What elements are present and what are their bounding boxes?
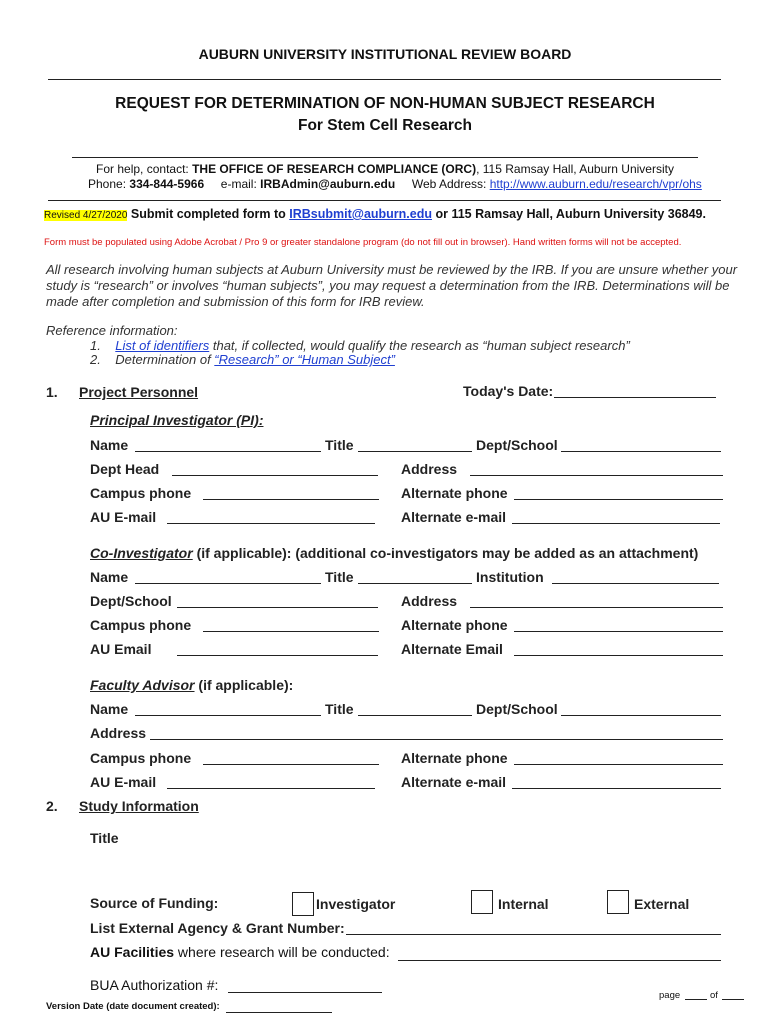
pi-heading: Principal Investigator (PI): [90, 412, 264, 428]
section2-title: Study Information [79, 798, 199, 814]
coi-dept-label: Dept/School [90, 593, 172, 609]
intro-line-3: made after completion and submission of this form for IRB review. [46, 294, 425, 309]
section1-number: 1. [46, 384, 58, 400]
section2-number: 2. [46, 798, 58, 814]
pi-dept-label: Dept/School [476, 437, 558, 453]
reference-num-1: 1. [90, 338, 101, 353]
phone-number: 334-844-5966 [129, 177, 205, 191]
facilities-label [90, 944, 390, 960]
subtitle-rule [72, 157, 698, 158]
help-prefix: For help, contact: [96, 162, 189, 176]
notice-text: Form must be populated using Adobe Acrobat / Pro 9 or greater standalone program (do not fill out in browser). Hand written forms will not be accepted. [44, 237, 682, 248]
fa-title-label: Title [325, 701, 354, 717]
pi-address-field[interactable] [470, 475, 723, 476]
reference-num-2: 2. [90, 352, 101, 367]
coi-heading-note: (if applicable): (additional co-investigators may be added as an attachment) [192, 545, 699, 561]
study-title-label: Title [90, 830, 119, 846]
external-checkbox[interactable] [607, 890, 629, 914]
pi-dept-field[interactable] [561, 451, 721, 452]
pi-name-field[interactable] [135, 451, 321, 452]
coi-heading-title: Co-Investigator [90, 545, 193, 561]
office-name: THE OFFICE OF RESEARCH COMPLIANCE (ORC) [192, 162, 477, 176]
facilities-field[interactable] [398, 960, 721, 961]
coi-name-label: Name [90, 569, 129, 585]
fa-alt-phone-field[interactable] [514, 764, 723, 765]
agency-label: List External Agency & Grant Number: [90, 920, 345, 936]
office-address: , 115 Ramsay Hall, Auburn University [476, 162, 674, 176]
pi-title-field[interactable] [358, 451, 472, 452]
bua-field[interactable] [228, 992, 382, 993]
email-label: e-mail: [220, 177, 257, 191]
board-heading: AUBURN UNIVERSITY INSTITUTIONAL REVIEW BOARD [198, 46, 572, 62]
todays-date-label: Today's Date: [463, 383, 554, 399]
fa-name-field[interactable] [135, 715, 321, 716]
fa-alt-email-label: Alternate e-mail [401, 774, 507, 790]
fa-address-label: Address [90, 725, 147, 741]
pi-alt-email-field[interactable] [512, 523, 720, 524]
page-number-field[interactable] [685, 999, 707, 1000]
facilities-label-bold: AU Facilities [90, 944, 175, 960]
investigator-checkbox[interactable] [292, 892, 314, 916]
fa-campus-phone-label: Campus phone [90, 750, 192, 766]
identifiers-link[interactable]: List of identifiers [115, 338, 210, 353]
submit-email-link[interactable]: IRBsubmit@auburn.edu [289, 207, 432, 221]
page-total-field[interactable] [722, 999, 744, 1000]
investigator-option-label: Investigator [316, 896, 396, 912]
submit-address: or 115 Ramsay Hall, Auburn University 36849. [435, 207, 706, 221]
research-human-subject-link[interactable]: “Research” or “Human Subject” [214, 352, 395, 367]
internal-option-label: Internal [498, 896, 549, 912]
admin-email: IRBAdmin@auburn.edu [260, 177, 396, 191]
version-date-label: Version Date (date document created): [46, 1001, 220, 1012]
coi-heading [90, 545, 698, 561]
page-of-label: of [710, 990, 718, 1001]
reference-label: Reference information: [46, 323, 178, 338]
pi-alt-email-label: Alternate e-mail [401, 509, 507, 525]
coi-institution-label: Institution [476, 569, 544, 585]
pi-dept-head-label: Dept Head [90, 461, 160, 477]
intro-line-2: study is “research” or involves “human subjects”, you may request a determination from the IRB. Determinations will be [46, 278, 730, 293]
phone-label: Phone: [88, 177, 127, 191]
coi-name-field[interactable] [135, 583, 321, 584]
external-option-label: External [634, 896, 690, 912]
fa-email-field[interactable] [167, 788, 375, 789]
coi-email-field[interactable] [177, 655, 378, 656]
coi-dept-field[interactable] [177, 607, 378, 608]
facilities-label-rest: where research will be conducted: [174, 944, 390, 960]
pi-alt-phone-field[interactable] [514, 499, 723, 500]
form-subtitle: For Stem Cell Research [297, 117, 472, 134]
form-title: REQUEST FOR DETERMINATION OF NON-HUMAN SUBJECT RESEARCH [115, 95, 655, 112]
coi-address-label: Address [401, 593, 458, 609]
submit-line [44, 207, 706, 221]
pi-alt-phone-label: Alternate phone [401, 485, 508, 501]
pi-email-field[interactable] [167, 523, 375, 524]
pi-title-label: Title [325, 437, 354, 453]
fa-alt-phone-label: Alternate phone [401, 750, 508, 766]
coi-address-field[interactable] [470, 607, 723, 608]
page-label: page [659, 990, 681, 1001]
funding-label: Source of Funding: [90, 895, 219, 911]
pi-email-label: AU E-mail [90, 509, 157, 525]
coi-email-label: AU Email [90, 641, 152, 657]
reference-item-2 [90, 352, 395, 367]
fa-email-label: AU E-mail [90, 774, 157, 790]
coi-institution-field[interactable] [552, 583, 719, 584]
fa-alt-email-field[interactable] [512, 788, 721, 789]
header-rule [48, 79, 721, 80]
coi-title-label: Title [325, 569, 354, 585]
fa-dept-field[interactable] [561, 715, 721, 716]
fa-heading [90, 677, 293, 693]
internal-checkbox[interactable] [471, 890, 493, 914]
section1-title: Project Personnel [79, 384, 199, 400]
reference-text-1: that, if collected, would qualify the research as “human subject research” [209, 338, 630, 353]
coi-alt-email-field[interactable] [514, 655, 723, 656]
web-label: Web Address: [411, 177, 487, 191]
revised-date: Revised 4/27/2020 [44, 210, 128, 221]
fa-address-field[interactable] [150, 739, 723, 740]
reference-item-1 [90, 338, 630, 353]
contact-rule [48, 200, 721, 201]
submit-text: Submit completed form to [130, 207, 286, 221]
todays-date-field[interactable] [554, 397, 716, 398]
coi-title-field[interactable] [358, 583, 472, 584]
contact-line-1 [0, 162, 770, 176]
coi-campus-phone-label: Campus phone [90, 617, 192, 633]
web-link[interactable]: http://www.auburn.edu/research/vpr/ohs [489, 177, 702, 191]
fa-campus-phone-field[interactable] [203, 764, 379, 765]
fa-title-field[interactable] [358, 715, 472, 716]
fa-dept-label: Dept/School [476, 701, 558, 717]
coi-alt-phone-label: Alternate phone [401, 617, 508, 633]
fa-name-label: Name [90, 701, 129, 717]
fa-heading-title: Faculty Advisor [90, 677, 195, 693]
coi-campus-phone-field[interactable] [203, 631, 379, 632]
fa-heading-note: (if applicable): [194, 677, 294, 693]
bua-label: BUA Authorization #: [90, 977, 219, 993]
agency-field[interactable] [346, 934, 721, 935]
intro-line-1: All research involving human subjects at Auburn University must be reviewed by the IRB. If you are unsure whether your [46, 262, 738, 277]
coi-alt-phone-field[interactable] [514, 631, 723, 632]
reference-text-2: Determination of [115, 352, 215, 367]
coi-alt-email-label: Alternate Email [401, 641, 503, 657]
pi-name-label: Name [90, 437, 129, 453]
pi-campus-phone-label: Campus phone [90, 485, 192, 501]
version-date-field[interactable] [226, 1012, 332, 1013]
pi-address-label: Address [401, 461, 458, 477]
pi-campus-phone-field[interactable] [203, 499, 379, 500]
pi-dept-head-field[interactable] [172, 475, 378, 476]
contact-line-2 [88, 177, 702, 191]
